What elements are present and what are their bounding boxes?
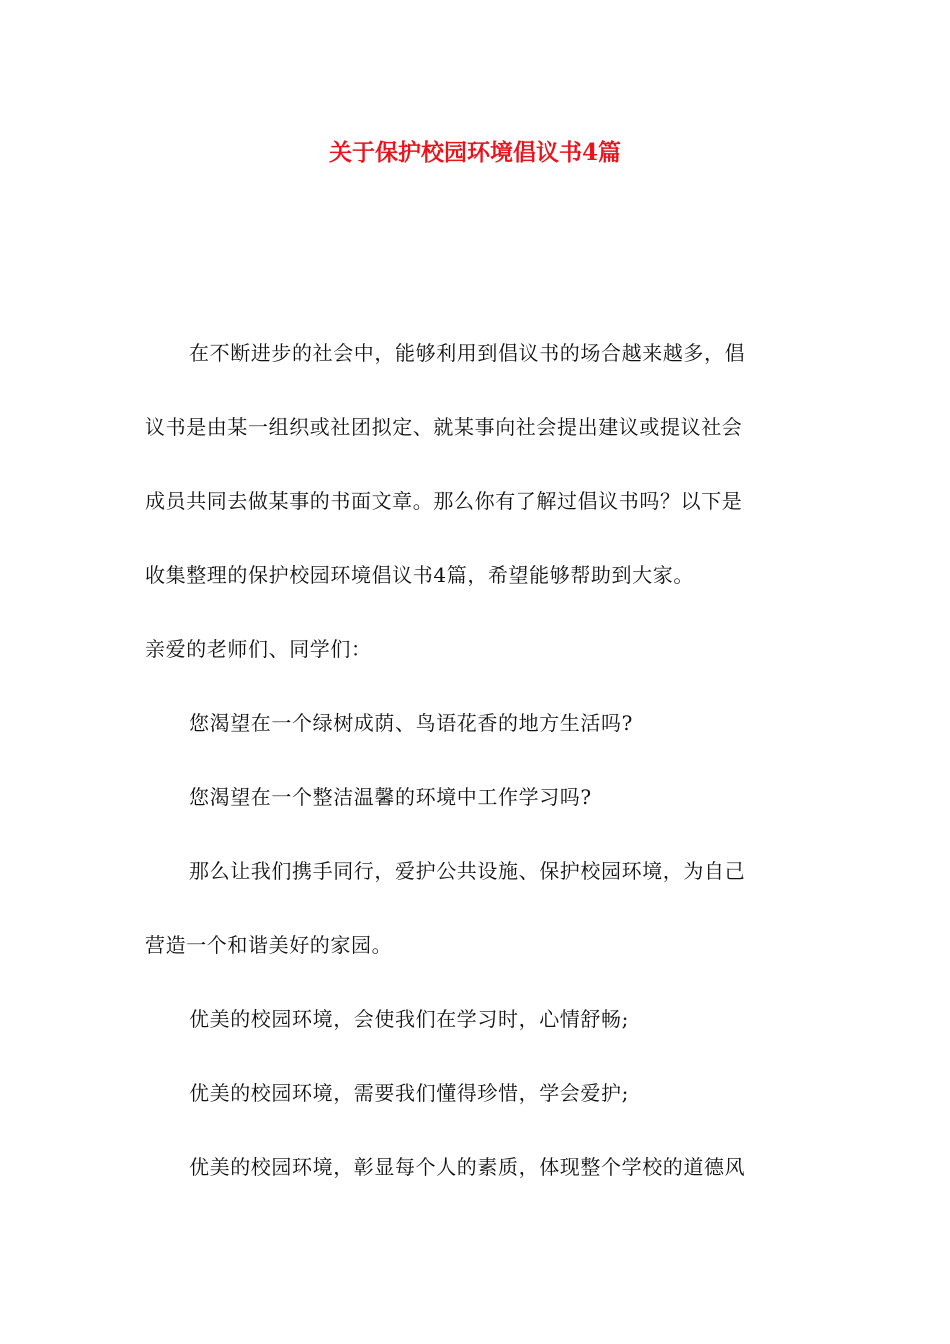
document-body [145, 316, 805, 1204]
paragraph-line: 那么让我们携手同行，爱护公共设施、保护校园环境，为自己 [189, 859, 746, 883]
paragraph-line: 成员共同去做某事的书面文章。那么你有了解过倡议书吗？以下是 [145, 489, 743, 513]
paragraph-line: 您渴望在一个整洁温馨的环境中工作学习吗? [189, 785, 592, 809]
paragraph-line: 优美的校园环境，彰显每个人的素质，体现整个学校的道德风 [189, 1155, 746, 1179]
paragraph-line: 议书是由某一组织或社团拟定、就某事向社会提出建议或提议社会 [145, 415, 743, 439]
paragraph-line: 在不断进步的社会中，能够利用到倡议书的场合越来越多，倡 [189, 341, 746, 365]
paragraph-line: 优美的校园环境，会使我们在学习时，心情舒畅; [189, 1007, 629, 1031]
paragraph-line: 营造一个和谐美好的家园。 [145, 933, 393, 957]
paragraph-line: 收集整理的保护校园环境倡议书4篇，希望能够帮助到大家。 [145, 563, 694, 587]
document-title: 关于保护校园环境倡议书4篇 [328, 139, 621, 166]
paragraph-line: 优美的校园环境，需要我们懂得珍惜，学会爱护; [189, 1081, 629, 1105]
paragraph-line: 亲爱的老师们、同学们： [145, 637, 372, 661]
paragraph-line: 您渴望在一个绿树成荫、鸟语花香的地方生活吗? [189, 711, 633, 735]
